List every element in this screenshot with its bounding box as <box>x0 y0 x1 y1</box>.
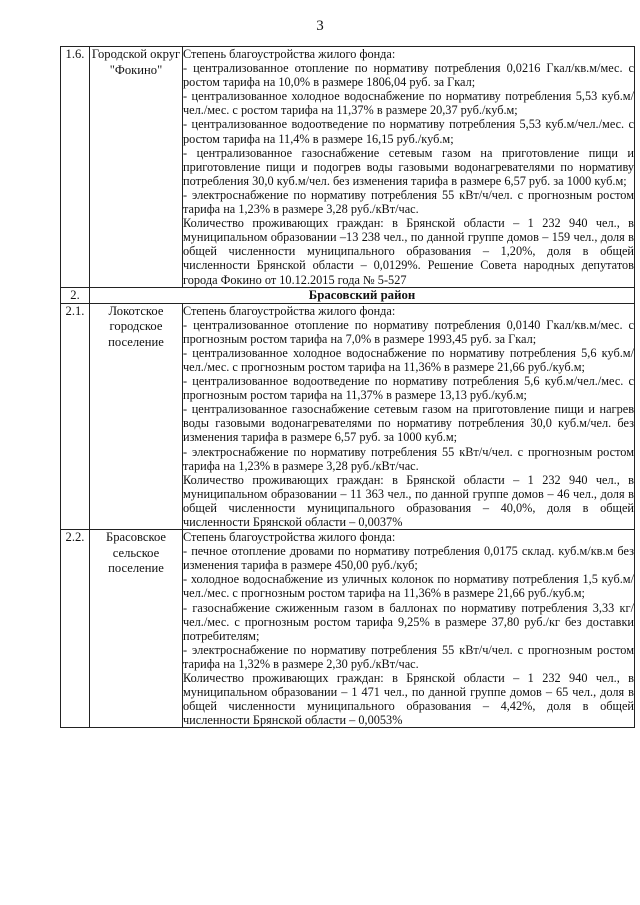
row-number: 2.2. <box>61 530 90 728</box>
section-number: 2. <box>61 287 90 303</box>
description-line: - централизованное отопление по нормативу потребления 0,0140 Гкал/кв.м/мес. с прогнозным ростом тарифа на 7,0% в размере 1993,45 руб. за Гкал; <box>183 317 634 346</box>
row-description <box>183 530 635 728</box>
description-line: Количество проживающих граждан: в Брянской области – 1 232 940 чел., в муниципальном образовании – 1 471 чел., по данной группе домов – 65 чел., доля в общей численности муниципального образования – 4,42%, доля в общей численности Брянской области – 0,0053% <box>183 671 634 728</box>
table-row <box>61 530 635 728</box>
table-row <box>61 303 635 530</box>
description-line: - холодное водоснабжение из уличных колонок по нормативу потребления 1,5 куб.м/чел./мес. с прогнозным ростом тарифа на 11,36% в размере 21,66 руб./куб.м; <box>183 572 634 601</box>
municipality-name: Брасовское сельское поселение <box>90 530 183 728</box>
section-row <box>61 287 635 303</box>
description-line: - газоснабжение сжиженным газом в баллонах по нормативу потребления 3,33 кг/чел./мес. с прогнозным ростом тарифа 9,25% в размере 37,80 руб./кг без доставки потребителям; <box>183 600 634 643</box>
row-number: 1.6. <box>61 47 90 288</box>
description-line: - электроснабжение по нормативу потребления 55 кВт/ч/чел. с прогнозным ростом тарифа на 1,32% в размере 2,30 руб./кВт/час. <box>183 642 634 671</box>
description-line: - централизованное холодное водоснабжение по нормативу потребления 5,53 куб.м/чел./мес. с ростом тарифа на 11,37% в размере 20,37 руб./куб.м; <box>183 89 634 118</box>
description-line: - электроснабжение по нормативу потребления 55 кВт/ч/чел. с прогнозным ростом тарифа на 1,23% в размере 3,28 руб./кВт/час. <box>183 444 634 473</box>
description-line: - централизованное водоотведение по нормативу потребления 5,6 куб.м/чел./мес. с прогнозным ростом тарифа на 11,37% в размере 13,13 руб./куб.м; <box>183 374 634 403</box>
description-line: - централизованное холодное водоснабжение по нормативу потребления 5,6 куб.м/чел./мес. с прогнозным ростом тарифа на 11,36% в размере 21,66 руб./куб.м; <box>183 345 634 374</box>
description-line: - централизованное газоснабжение сетевым газом на приготовление пищи и приготовление пищи и подогрев воды газовыми водонагревателями по нормативу потребления 30,0 куб.м/чел. без изменения тарифа в размере 6,57 руб. за 1000 куб.м; <box>183 145 634 188</box>
page-number: 3 <box>316 18 324 34</box>
description-line: Степень благоустройства жилого фонда: <box>183 47 396 61</box>
municipality-name: Локотское городское поселение <box>90 303 183 530</box>
description-line: Количество проживающих граждан: в Брянской области – 1 232 940 чел., в муниципальном образовании – 11 363 чел., по данной группе домов – 46 чел., доля в общей численности муниципального образования – 40,0%, доля в общей численности Брянской области – 0,0037% <box>183 472 634 529</box>
row-number: 2.1. <box>61 303 90 530</box>
description-line: - централизованное отопление по нормативу потребления 0,0216 Гкал/кв.м/мес. с ростом тарифа на 10,0% в размере 1806,04 руб. за Гкал; <box>183 61 634 90</box>
description-line: - электроснабжение по нормативу потребления 55 кВт/ч/чел. с прогнозным ростом тарифа на 1,23% в размере 3,28 руб./кВт/час. <box>183 187 634 217</box>
description-line: - централизованное газоснабжение сетевым газом на приготовление пищи и нагрев воды газовыми водонагревателями по нормативу потребления 30,0 куб.м/чел. без изменения тарифа в размере 6,57 руб. за 1000 куб.м; <box>183 402 634 445</box>
description-line: Количество проживающих граждан: в Брянской области – 1 232 940 чел., в муниципальном образовании –13 238 чел., по данной группе домов – 159 чел., доля в общей численности муниципального образования – 1,20%, доля в общей численности Брянской области – 0,0129%. Решение Совета народных депутатов города Фокино от 10.12.2015 года № 5-527 <box>183 216 634 287</box>
table-row <box>61 47 635 288</box>
section-title: Брасовский район <box>90 287 635 303</box>
description-line: - печное отопление дровами по нормативу потребления 0,0175 склад. куб.м/кв.м без изменения тарифа в размере 450,00 руб./куб; <box>183 544 634 573</box>
municipality-name: Городской округ "Фокино" <box>90 47 183 288</box>
description-line: Степень благоустройства жилого фонда: <box>183 303 396 318</box>
row-description <box>183 303 635 530</box>
description-line: Степень благоустройства жилого фонда: <box>183 530 396 545</box>
row-description <box>183 47 635 288</box>
tariff-table <box>60 46 635 728</box>
description-line: - централизованное водоотведение по нормативу потребления 5,53 куб.м/чел./мес. с ростом тарифа на 11,4% в размере 16,15 руб./куб.м; <box>183 117 634 146</box>
